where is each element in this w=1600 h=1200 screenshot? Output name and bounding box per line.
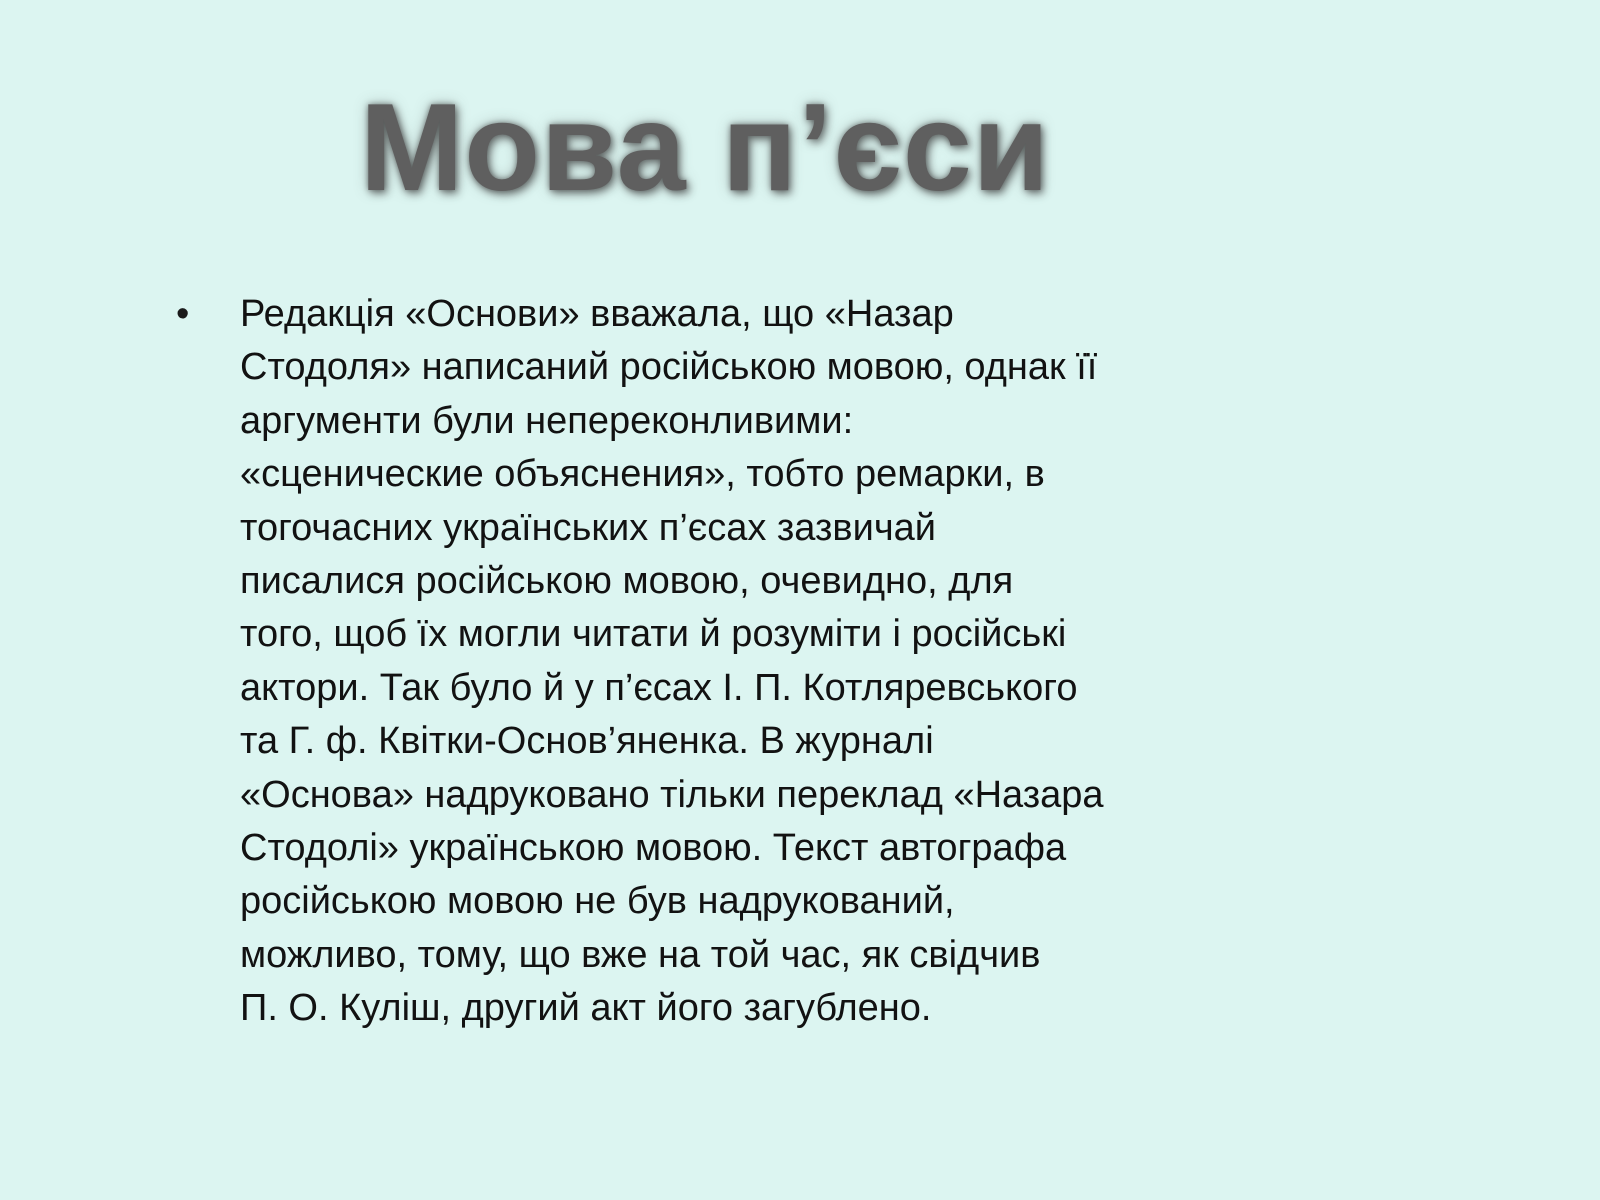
bullet-text-line: того, щоб їх могли читати й розуміти і російські — [240, 613, 1067, 656]
bullet-text-line: та Г. ф. Квітки-Основ’яненка. В журналі — [240, 720, 934, 763]
bullet-text-line: Редакція «Основи» вважала, що «Назар — [240, 293, 954, 335]
bullet-text-line: російською мовою не був надрукований, — [240, 880, 955, 923]
bullet-text-line: «Основа» надруковано тільки переклад «Назара — [240, 773, 1104, 816]
bullet-text-line: Стодоля» написаний російською мовою, однак її — [240, 346, 1098, 389]
bullet-list — [176, 288, 1256, 1036]
bullet-text-line: можливо, тому, що вже на той час, як свідчив — [240, 933, 1041, 976]
bullet-text-line: П. О. Куліш, другий акт його загублено. — [240, 987, 932, 1030]
bullet-text-line: писалися російською мовою, очевидно, для — [240, 560, 1014, 603]
bullet-text-line: актори. Так було й у п’єсах І. П. Котляревського — [240, 666, 1078, 709]
bullet-text-line: тогочасних українських п’єсах зазвичай — [240, 506, 937, 549]
bullet-icon: • — [176, 293, 190, 335]
slide-title: Мова п’єси — [359, 79, 1051, 217]
bullet-text-line: аргументи були непереконливими: — [240, 399, 854, 442]
bullet-text-line: «сценические объяснения», тобто ремарки, в — [240, 453, 1045, 496]
bullet-item — [176, 288, 1256, 1036]
bullet-text-line: Стодолі» українською мовою. Текст автографа — [240, 827, 1067, 870]
